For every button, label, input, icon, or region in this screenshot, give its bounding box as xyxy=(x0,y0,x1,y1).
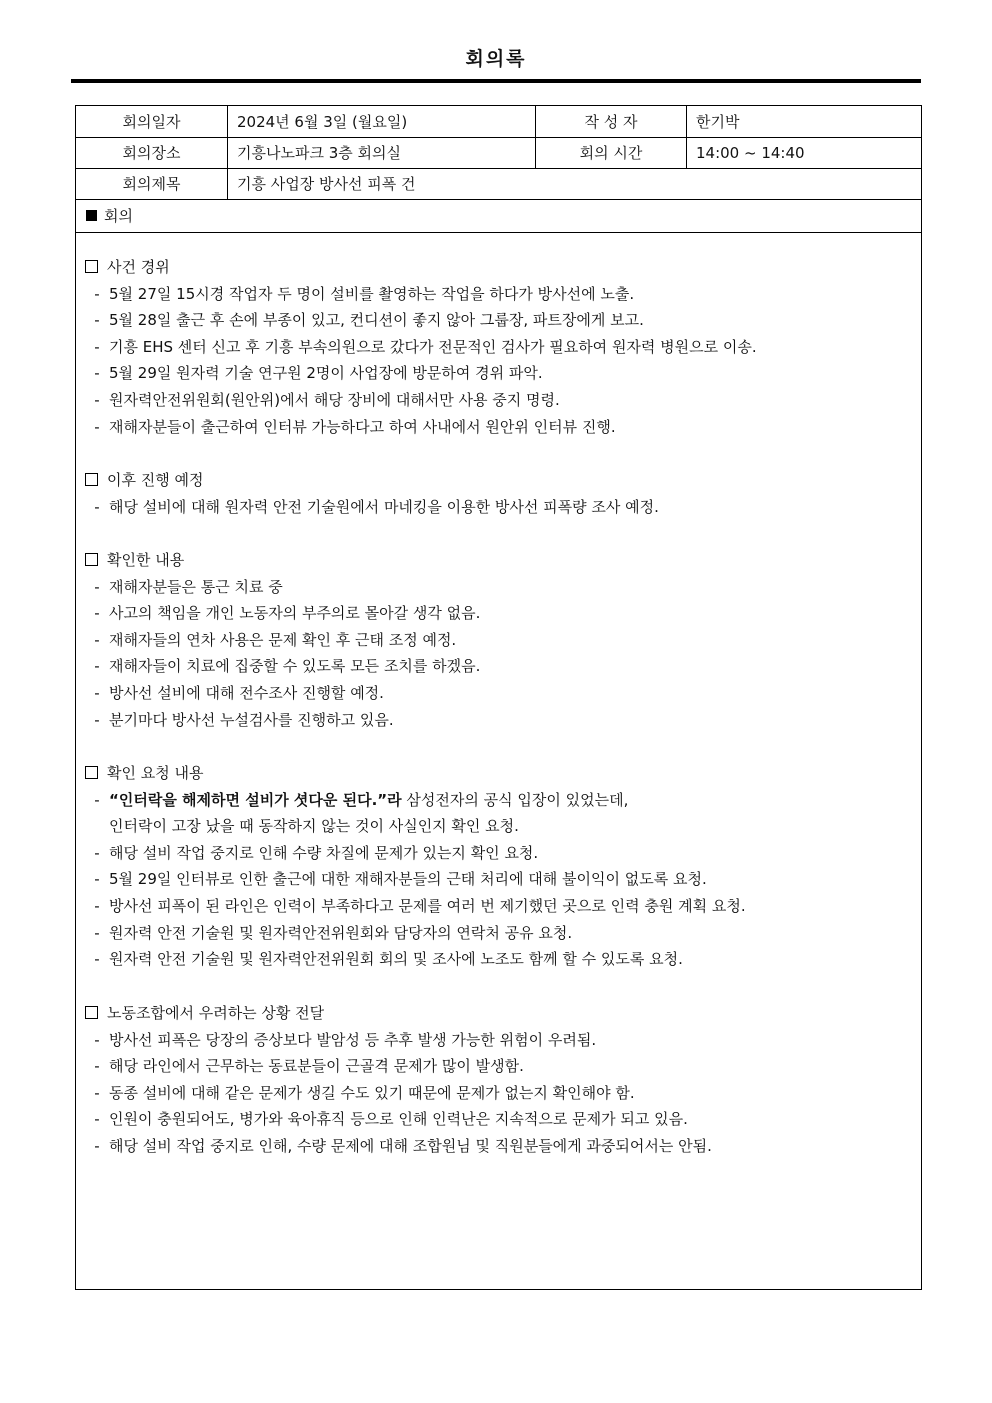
group-title xyxy=(85,547,480,574)
list-item: - 해당 설비 작업 중지로 인해 수량 차질에 문제가 있는지 확인 요청. xyxy=(94,843,539,862)
list-item-text: 삼성전자의 공식 입장이 있었는데, xyxy=(401,790,629,809)
list-item-text: 해당 설비 작업 중지로 인해 수량 차질에 문제가 있는지 확인 요청. xyxy=(109,843,539,862)
list-item-text: 5월 29일 인터뷰로 인한 출근에 대한 재해자분들의 근태 처리에 대해 불이익이 없도록 요청. xyxy=(109,870,707,889)
list-item: - 사고의 책임을 개인 노동자의 부주의로 몰아갈 생각 없음. xyxy=(94,604,481,623)
checkbox-square-icon xyxy=(85,260,98,273)
subject-label: 회의제목 xyxy=(122,175,181,193)
list-item: - 기흥 EHS 센터 신고 후 기흥 부속의원으로 갔다가 전문적인 검사가 필요하여 원자력 병원으로 이송. xyxy=(94,337,757,356)
list-item: - 해당 라인에서 근무하는 동료분들이 근골격 문제가 많이 발생함. xyxy=(94,1057,524,1076)
writer-value: 한기박 xyxy=(696,113,740,131)
list-item-text: 방사선 설비에 대해 전수조사 진행할 예정. xyxy=(109,683,384,702)
group-title xyxy=(85,1000,712,1027)
list-item-bold-text: “인터락을 해제하면 설비가 셧다운 된다.”라 xyxy=(109,790,402,809)
list-item-text: 재해자들의 연차 사용은 문제 확인 후 근태 조정 예정. xyxy=(109,630,457,649)
date-value: 2024년 6월 3일 (월요일) xyxy=(237,113,408,131)
list-item-text: 해당 라인에서 근무하는 동료분들이 근골격 문제가 많이 발생함. xyxy=(109,1057,524,1076)
section-header xyxy=(76,199,921,232)
list-item: - 재해자분들은 통근 치료 중 xyxy=(94,577,283,596)
list-item: - 5월 28일 출근 후 손에 부종이 있고, 컨디션이 좋지 않아 그룹장, 파트장에게 보고. xyxy=(94,311,644,330)
list-item-text: 원자력 안전 기술원 및 원자력안전위원회 회의 및 조사에 노조도 함께 할 수 있도록 요청. xyxy=(109,950,683,969)
list-item-text: 분기마다 방사선 누설검사를 진행하고 있음. xyxy=(109,710,394,729)
section-label: 회의 xyxy=(104,207,133,225)
group-title xyxy=(85,760,746,787)
list-item-text: 방사선 피폭은 당장의 증상보다 발암성 등 추후 발생 가능한 위험이 우려됨. xyxy=(109,1030,597,1049)
list-item-text: 기흥 EHS 센터 신고 후 기흥 부속의원으로 갔다가 전문적인 검사가 필요하여 원자력 병원으로 이송. xyxy=(109,337,757,356)
list-item: - 5월 29일 원자력 기술 연구원 2명이 사업장에 방문하여 경위 파악. xyxy=(94,364,543,383)
group-incident xyxy=(85,254,757,440)
group-title-text: 확인한 내용 xyxy=(107,551,185,569)
place-label: 회의장소 xyxy=(122,144,181,162)
group-title-text: 확인 요청 내용 xyxy=(107,764,204,782)
list-item-text: 동종 설비에 대해 같은 문제가 생길 수도 있기 때문에 문제가 없는지 확인해야 함. xyxy=(109,1083,635,1102)
list-item-continuation xyxy=(85,813,746,840)
list-item: - 해당 설비에 대해 원자력 안전 기술원에서 마네킹을 이용한 방사선 피폭량 조사 예정. xyxy=(94,497,659,516)
place-value: 기흥나노파크 3층 회의실 xyxy=(237,144,401,162)
list-item: - 재해자분들이 출근하여 인터뷰 가능하다고 하여 사내에서 원안위 인터뷰 진행. xyxy=(94,417,616,436)
group-confirmed xyxy=(85,547,480,733)
date-label: 회의일자 xyxy=(122,113,181,131)
list-item: - 방사선 피폭은 당장의 증상보다 발암성 등 추후 발생 가능한 위험이 우려됨. xyxy=(94,1030,597,1049)
checkbox-square-icon xyxy=(85,473,98,486)
title-underline xyxy=(71,79,921,83)
list-item: - 원자력 안전 기술원 및 원자력안전위원회 회의 및 조사에 노조도 함께 할 수 있도록 요청. xyxy=(94,950,683,969)
list-item: - 원자력 안전 기술원 및 원자력안전위원회와 담당자의 연락처 공유 요청. xyxy=(94,923,573,942)
list-item: - 재해자들의 연차 사용은 문제 확인 후 근태 조정 예정. xyxy=(94,630,457,649)
list-item: - 인원이 충원되어도, 병가와 육아휴직 등으로 인해 인력난은 지속적으로 문제가 되고 있음. xyxy=(94,1110,688,1129)
list-item: - 5월 27일 15시경 작업자 두 명이 설비를 촬영하는 작업을 하다가 방사선에 노출. xyxy=(94,284,635,303)
document-title: 회의록 xyxy=(465,48,527,70)
list-item: - 원자력안전위원회(원안위)에서 해당 장비에 대해서만 사용 중지 명령. xyxy=(94,390,560,409)
row-place xyxy=(76,137,921,169)
list-item-text: 사고의 책임을 개인 노동자의 부주의로 몰아갈 생각 없음. xyxy=(109,604,481,623)
list-item: - 5월 29일 인터뷰로 인한 출근에 대한 재해자분들의 근태 처리에 대해 불이익이 없도록 요청. xyxy=(94,870,707,889)
list-item-text: 인원이 충원되어도, 병가와 육아휴직 등으로 인해 인력난은 지속적으로 문제가 되고 있음. xyxy=(109,1110,688,1129)
list-item: - 방사선 설비에 대해 전수조사 진행할 예정. xyxy=(94,683,384,702)
filled-square-icon xyxy=(86,210,97,221)
list-item-text: 방사선 피폭이 된 라인은 인력이 부족하다고 문제를 여러 번 제기했던 곳으로 인력 충원 계획 요청. xyxy=(109,896,746,915)
checkbox-square-icon xyxy=(85,766,98,779)
writer-label: 작 성 자 xyxy=(584,113,638,131)
time-value: 14:00 ~ 14:40 xyxy=(696,143,805,162)
group-requests xyxy=(85,760,746,973)
list-item-text: 인터락이 고장 났을 때 동작하지 않는 것이 사실인지 확인 요청. xyxy=(109,817,519,836)
list-item: - 분기마다 방사선 누설검사를 진행하고 있음. xyxy=(94,710,394,729)
group-title-text: 사건 경위 xyxy=(107,258,170,276)
list-item-text: 5월 27일 15시경 작업자 두 명이 설비를 촬영하는 작업을 하다가 방사선에 노출. xyxy=(109,284,635,303)
group-union-concerns xyxy=(85,1000,712,1160)
list-item: - 해당 설비 작업 중지로 인해, 수량 문제에 대해 조합원님 및 직원분들에게 과중되어서는 안됨. xyxy=(94,1136,712,1155)
row-date xyxy=(76,106,921,138)
row-subject xyxy=(76,168,921,200)
list-item-text: 해당 설비 작업 중지로 인해, 수량 문제에 대해 조합원님 및 직원분들에게 과중되어서는 안됨. xyxy=(109,1136,712,1155)
list-item: - 동종 설비에 대해 같은 문제가 생길 수도 있기 때문에 문제가 없는지 확인해야 함. xyxy=(94,1083,635,1102)
list-item: - 방사선 피폭이 된 라인은 인력이 부족하다고 문제를 여러 번 제기했던 곳으로 인력 충원 계획 요청. xyxy=(94,896,746,915)
group-title-text: 이후 진행 예정 xyxy=(107,471,204,489)
list-item-text: 재해자분들은 통근 치료 중 xyxy=(109,577,283,596)
checkbox-square-icon xyxy=(85,553,98,566)
time-label: 회의 시간 xyxy=(579,144,643,162)
subject-value: 기흥 사업장 방사선 피폭 건 xyxy=(237,175,416,193)
group-title xyxy=(85,254,757,281)
list-item-text: 원자력안전위원회(원안위)에서 해당 장비에 대해서만 사용 중지 명령. xyxy=(109,390,560,409)
list-item: - 재해자들이 치료에 집중할 수 있도록 모든 조치를 하겠음. xyxy=(94,657,481,676)
list-item-text: 5월 29일 원자력 기술 연구원 2명이 사업장에 방문하여 경위 파악. xyxy=(109,364,543,383)
list-item-text: 원자력 안전 기술원 및 원자력안전위원회와 담당자의 연락처 공유 요청. xyxy=(109,923,573,942)
group-title-text: 노동조합에서 우려하는 상황 전달 xyxy=(107,1004,325,1022)
minutes-table xyxy=(75,105,922,1290)
list-item: - “인터락을 해제하면 설비가 셧다운 된다.”라 삼성전자의 공식 입장이 있었는데, xyxy=(94,790,629,809)
checkbox-square-icon xyxy=(85,1006,98,1019)
list-item-text: 재해자분들이 출근하여 인터뷰 가능하다고 하여 사내에서 원안위 인터뷰 진행. xyxy=(109,417,616,436)
list-item-text: 해당 설비에 대해 원자력 안전 기술원에서 마네킹을 이용한 방사선 피폭량 조사 예정. xyxy=(109,497,659,516)
row-section-header xyxy=(76,199,921,233)
list-item-text: 5월 28일 출근 후 손에 부종이 있고, 컨디션이 좋지 않아 그룹장, 파트장에게 보고. xyxy=(109,311,644,330)
list-item-text: 재해자들이 치료에 집중할 수 있도록 모든 조치를 하겠음. xyxy=(109,657,481,676)
group-title xyxy=(85,467,659,494)
group-planned xyxy=(85,467,659,520)
